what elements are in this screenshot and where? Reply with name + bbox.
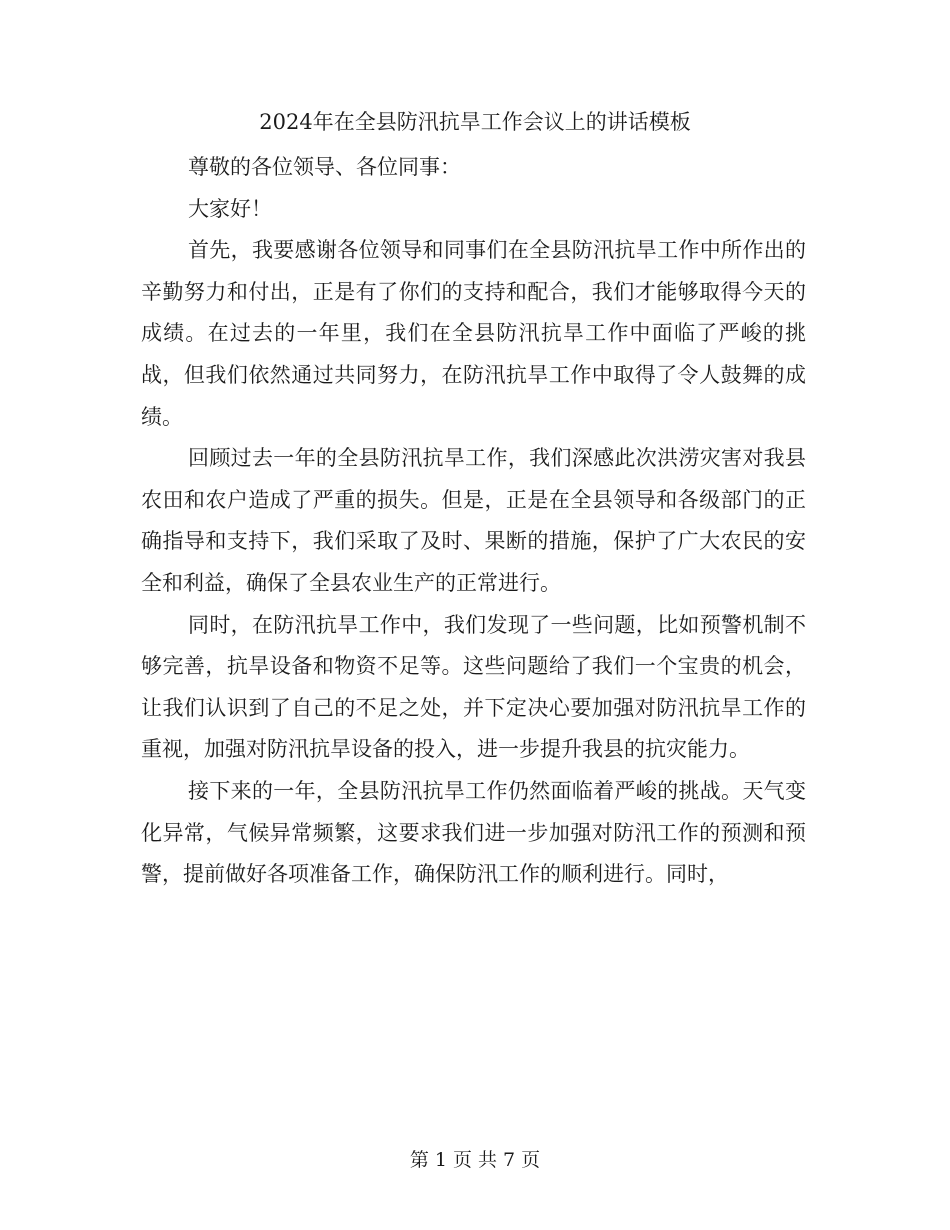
document-title: 2024年在全县防汛抗旱工作会议上的讲话模板 — [259, 110, 691, 134]
paragraph-2: 回顾过去一年的全县防汛抗旱工作，我们深感此次洪涝灾害对我县农田和农户造成了严重的损失。但是，正是在全县领导和各级部门的正确指导和支持下，我们采取了及时、果断的措施，保护了广大农民的安全和利益，确保了全县农业生产的正常进行。 — [141, 446, 806, 595]
page-number-footer: 第 1 页 共 7 页 — [409, 1149, 541, 1171]
document-body — [141, 147, 806, 896]
greeting: 大家好！ — [188, 196, 272, 221]
paragraph-1: 首先，我要感谢各位领导和同事们在全县防汛抗旱工作中所作出的辛勤努力和付出，正是有了你们的支持和配合，我们才能够取得今天的成绩。在过去的一年里，我们在全县防汛抗旱工作中面临了严峻的挑战，但我们依然通过共同努力，在防汛抗旱工作中取得了令人鼓舞的成绩。 — [141, 238, 806, 429]
paragraph-4: 接下来的一年，全县防汛抗旱工作仍然面临着严峻的挑战。天气变化异常，气候异常频繁，这要求我们进一步加强对防汛工作的预测和预警，提前做好各项准备工作，确保防汛工作的顺利进行。同时， — [141, 778, 806, 887]
salutation: 尊敬的各位领导、各位同事： — [188, 155, 461, 179]
paragraph-3: 同时，在防汛抗旱工作中，我们发现了一些问题，比如预警机制不够完善，抗旱设备和物资不足等。这些问题给了我们一个宝贵的机会，让我们认识到了自己的不足之处，并下定决心要加强对防汛抗旱工作的重视，加强对防汛抗旱设备的投入，进一步提升我县的抗灾能力。 — [141, 612, 806, 762]
